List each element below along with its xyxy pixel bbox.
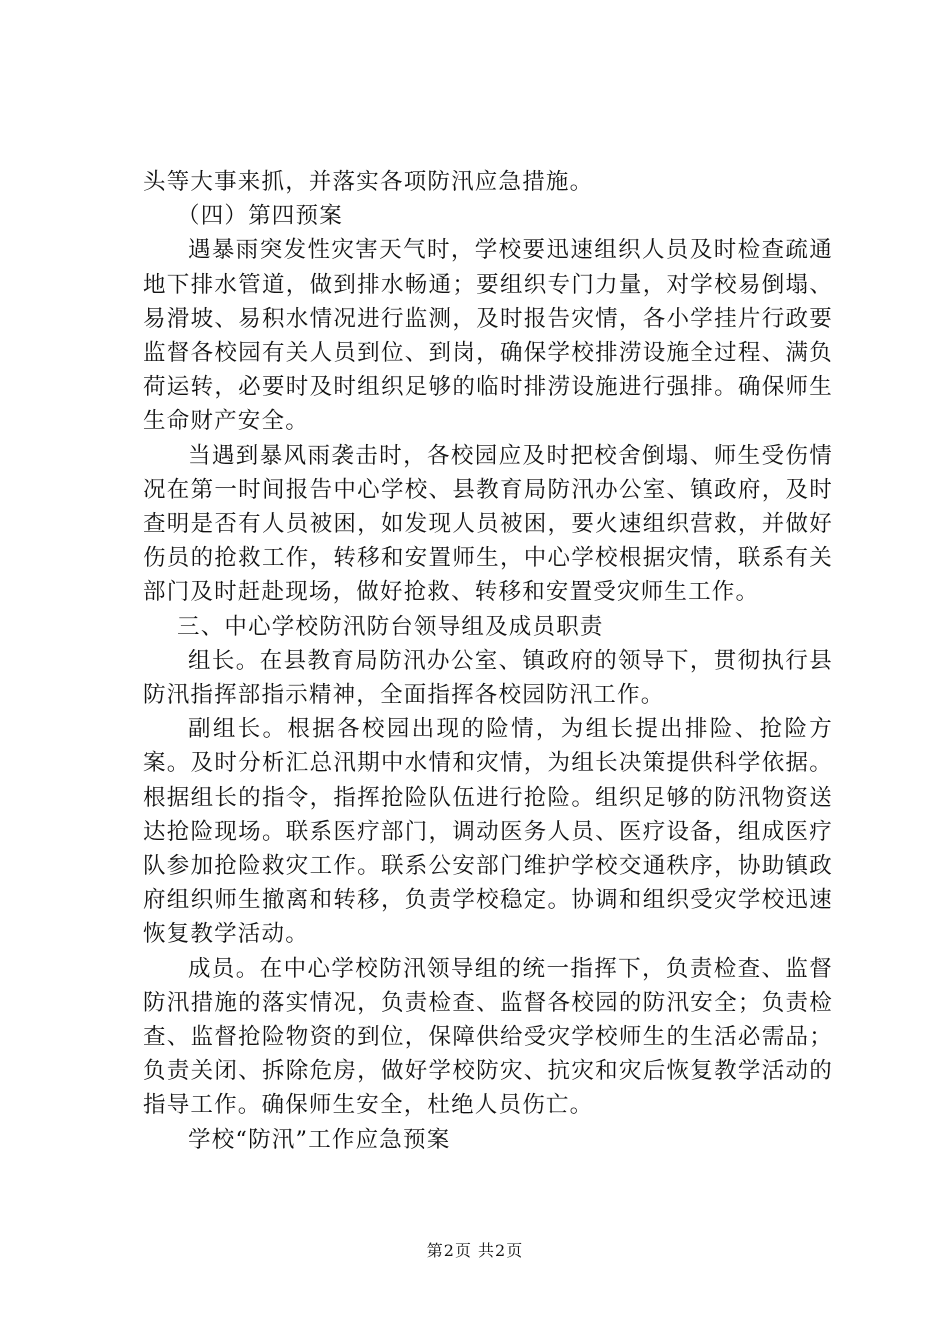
document-title-line: 学校“防汛”工作应急预案 [188,1126,451,1153]
paragraph-group-leader: 组长。在县教育局防汛办公室、镇政府的领导下，贯彻执行县防汛指挥部指示精神，全面指挥各校园防汛工作。 [143,647,833,709]
paragraph-deputy-leader: 副组长。根据各校园出现的险情，为组长提出排险、抢险方案。及时分析汇总汛期中水情和灾情，为组长决策提供科学依据。根据组长的指令，指挥抢险队伍进行抢险。组织足够的防汛物资送达抢险现场。联系医疗部门，调动医务人员、医疗设备，组成医疗队参加抢险救灾工作。联系公安部门维护学校交通秩序，协助镇政府组织师生撤离和转移，负责学校稳定。协调和组织受灾学校迅速恢复教学活动。 [143,716,833,948]
document-body [143,165,833,1157]
section-heading-fourth-plan: （四）第四预案 [177,203,343,230]
page-number-footer: 第2页 共2页 [426,1241,524,1260]
paragraph-rainstorm-response: 遇暴雨突发性灾害天气时，学校要迅速组织人员及时检查疏通地下排水管道，做到排水畅通；要组织专门力量，对学校易倒塌、易滑坡、易积水情况进行监测，及时报告灾情，各小学挂片行政要监督各校园有关人员到位、到岗，确保学校排涝设施全过程、满负荷运转，必要时及时组织足够的临时排涝设施进行强排。确保师生生命财产安全。 [143,237,833,435]
section-heading-leadership-duties: 三、中心学校防汛防台领导组及成员职责 [177,613,604,640]
paragraph-storm-attack: 当遇到暴风雨袭击时，各校园应及时把校舍倒塌、师生受伤情况在第一时间报告中心学校、县教育局防汛办公室、镇政府，及时查明是否有人员被困，如发现人员被困，要火速组织营救，并做好伤员的抢救工作，转移和安置师生，中心学校根据灾情，联系有关部门及时赶赴现场，做好抢救、转移和安置受灾师生工作。 [143,442,833,606]
paragraph-continuation: 头等大事来抓，并落实各项防汛应急措施。 [143,169,594,195]
paragraph-members: 成员。在中心学校防汛领导组的统一指挥下，负责检查、监督防汛措施的落实情况，负责检查、监督各校园的防汛安全；负责检查、监督抢险物资的到位，保障供给受灾学校师生的生活必需品；负责关闭、拆除危房，做好学校防灾、抗灾和灾后恢复教学活动的指导工作。确保师生安全，杜绝人员伤亡。 [143,955,833,1119]
